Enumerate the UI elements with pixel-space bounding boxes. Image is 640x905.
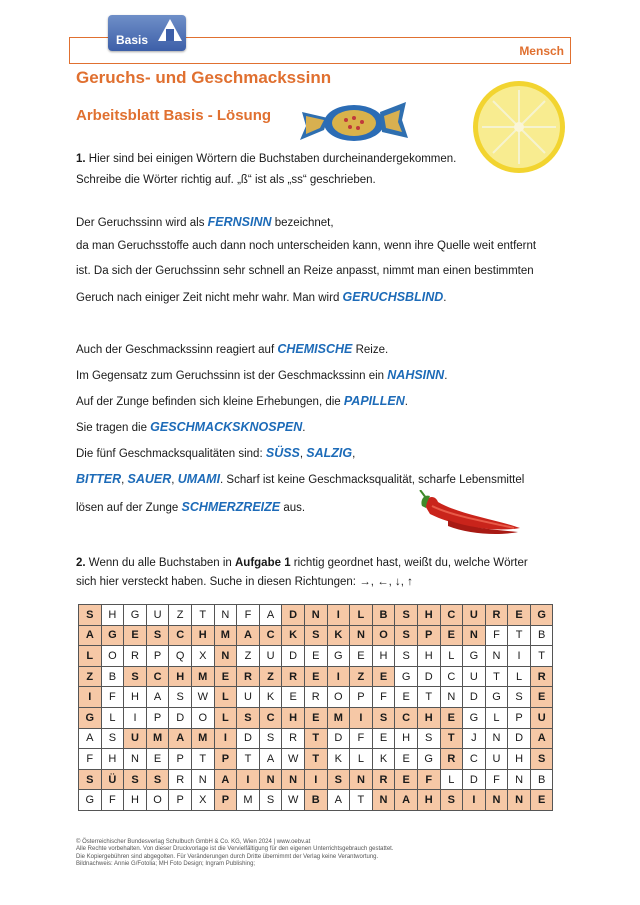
grid-cell: D — [169, 707, 192, 728]
grid-cell: T — [191, 605, 214, 626]
answer-chemische: CHEMISCHE — [277, 342, 353, 356]
grid-cell: A — [530, 728, 553, 749]
text-line-7 — [76, 394, 408, 408]
grid-cell: G — [79, 707, 102, 728]
grid-cell: N — [463, 625, 486, 646]
grid-cell: I — [214, 728, 237, 749]
grid-cell: H — [395, 728, 418, 749]
grid-cell: I — [508, 646, 531, 667]
grid-cell: B — [101, 666, 124, 687]
grid-cell: N — [485, 646, 508, 667]
grid-cell: N — [259, 769, 282, 790]
grid-cell: S — [304, 625, 327, 646]
task1-instruction-1: Hier sind bei einigen Wörtern die Buchstaben durcheinandergekommen. — [88, 153, 457, 165]
grid-cell: E — [304, 646, 327, 667]
grid-cell: G — [79, 790, 102, 811]
grid-cell: N — [191, 769, 214, 790]
grid-cell: E — [350, 646, 373, 667]
grid-cell: K — [327, 625, 350, 646]
grid-cell: G — [101, 625, 124, 646]
text-segment: . Scharf ist keine Geschmacksqualität, scharfe Lebensmittel — [220, 474, 525, 486]
grid-cell: H — [124, 790, 147, 811]
chili-image — [418, 490, 526, 536]
task1-number: 1. — [76, 153, 86, 165]
grid-cell: L — [485, 707, 508, 728]
grid-cell: O — [101, 646, 124, 667]
text-segment: Auf der Zunge befinden sich kleine Erhebungen, die — [76, 396, 344, 408]
grid-cell: Z — [169, 605, 192, 626]
grid-cell: N — [508, 790, 531, 811]
grid-cell: S — [79, 769, 102, 790]
grid-cell: C — [463, 749, 486, 770]
grid-cell: N — [350, 625, 373, 646]
grid-cell: Z — [79, 666, 102, 687]
grid-cell: U — [530, 707, 553, 728]
grid-cell: I — [463, 790, 486, 811]
grid-cell: U — [124, 728, 147, 749]
grid-cell: G — [417, 749, 440, 770]
text-line-5 — [76, 342, 388, 356]
grid-cell: D — [237, 728, 260, 749]
answer-geruchsblind: GERUCHSBLIND — [342, 290, 444, 304]
grid-cell: R — [124, 646, 147, 667]
grid-cell: S — [417, 728, 440, 749]
grid-cell: L — [79, 646, 102, 667]
basis-logo — [108, 15, 186, 51]
page-subtitle: Arbeitsblatt Basis - Lösung — [76, 107, 272, 124]
grid-cell: F — [350, 728, 373, 749]
grid-cell: K — [372, 749, 395, 770]
grid-cell: G — [530, 605, 553, 626]
grid-cell: F — [101, 687, 124, 708]
grid-cell: F — [485, 625, 508, 646]
grid-cell: S — [146, 769, 169, 790]
text-segment: Im Gegensatz zum Geruchssinn ist der Geschmackssinn ein — [76, 370, 388, 382]
grid-cell: B — [530, 769, 553, 790]
grid-cell: P — [508, 707, 531, 728]
grid-cell: H — [282, 707, 305, 728]
grid-cell: P — [169, 790, 192, 811]
grid-cell: U — [237, 687, 260, 708]
grid-cell: I — [327, 666, 350, 687]
grid-cell: L — [101, 707, 124, 728]
grid-cell: C — [440, 666, 463, 687]
grid-cell: A — [79, 728, 102, 749]
text-line-3: ist. Da sich der Geruchssinn sehr schnell an Reize anpasst, nimmt man einen bestimmten — [76, 265, 534, 277]
grid-cell: E — [530, 790, 553, 811]
task2-number: 2. — [76, 557, 86, 569]
grid-cell: U — [485, 749, 508, 770]
grid-cell: Ü — [101, 769, 124, 790]
grid-cell: F — [237, 605, 260, 626]
grid-cell: O — [372, 625, 395, 646]
grid-cell: M — [191, 666, 214, 687]
text-segment: Sie tragen die — [76, 422, 151, 434]
grid-cell: E — [440, 707, 463, 728]
grid-cell: J — [463, 728, 486, 749]
text-segment: Wenn du alle Buchstaben in — [88, 557, 235, 569]
grid-row — [79, 707, 553, 728]
grid-cell: C — [259, 625, 282, 646]
grid-cell: S — [101, 728, 124, 749]
grid-cell: F — [485, 769, 508, 790]
grid-cell: F — [417, 769, 440, 790]
grid-cell: T — [191, 749, 214, 770]
grid-cell: N — [214, 605, 237, 626]
grid-cell: K — [282, 625, 305, 646]
grid-cell: R — [485, 605, 508, 626]
grid-cell: M — [191, 728, 214, 749]
text-line-4 — [76, 290, 446, 304]
text-segment: . — [444, 370, 448, 382]
text-segment: aus. — [280, 502, 306, 514]
grid-cell: K — [327, 749, 350, 770]
grid-cell: I — [79, 687, 102, 708]
grid-cell: S — [395, 605, 418, 626]
grid-cell: O — [146, 790, 169, 811]
grid-cell: B — [530, 625, 553, 646]
grid-cell: X — [191, 646, 214, 667]
text-segment: , — [121, 474, 128, 486]
grid-cell: G — [485, 687, 508, 708]
text-segment: , — [352, 448, 356, 460]
text-line-1 — [76, 215, 334, 229]
grid-cell: W — [282, 749, 305, 770]
grid-cell: H — [417, 707, 440, 728]
grid-cell: M — [214, 625, 237, 646]
grid-cell: R — [282, 728, 305, 749]
grid-cell: S — [395, 625, 418, 646]
grid-cell: G — [463, 646, 486, 667]
grid-cell: N — [350, 769, 373, 790]
grid-cell: D — [463, 769, 486, 790]
grid-cell: I — [124, 707, 147, 728]
grid-cell: B — [372, 605, 395, 626]
grid-cell: A — [237, 625, 260, 646]
grid-cell: S — [395, 646, 418, 667]
grid-cell: N — [485, 728, 508, 749]
grid-cell: D — [282, 646, 305, 667]
grid-cell: D — [327, 728, 350, 749]
grid-cell: P — [146, 646, 169, 667]
grid-cell: P — [350, 687, 373, 708]
grid-cell: G — [124, 605, 147, 626]
page-title: Geruchs- und Geschmackssinn — [76, 68, 332, 87]
grid-cell: S — [124, 666, 147, 687]
grid-cell: E — [395, 769, 418, 790]
grid-row — [79, 728, 553, 749]
grid-cell: R — [169, 769, 192, 790]
grid-cell: G — [463, 707, 486, 728]
grid-cell: E — [214, 666, 237, 687]
grid-cell: G — [327, 646, 350, 667]
text-line-8 — [76, 420, 305, 434]
text-segment: richtig geordnet hast, weißt du, welche Wörter — [290, 557, 528, 569]
text-segment: Auch der Geschmackssinn reagiert auf — [76, 344, 278, 356]
grid-cell: S — [169, 687, 192, 708]
grid-cell: E — [372, 728, 395, 749]
text-segment: Der Geruchssinn wird als — [76, 217, 208, 229]
grid-row — [79, 666, 553, 687]
grid-cell: U — [146, 605, 169, 626]
grid-cell: S — [146, 625, 169, 646]
grid-cell: R — [530, 666, 553, 687]
grid-cell: I — [327, 605, 350, 626]
grid-cell: W — [191, 687, 214, 708]
word-search-grid — [78, 604, 553, 811]
grid-cell: R — [440, 749, 463, 770]
grid-cell: N — [440, 687, 463, 708]
grid-cell: Z — [237, 646, 260, 667]
grid-cell: M — [146, 728, 169, 749]
grid-cell: C — [440, 605, 463, 626]
grid-cell: S — [372, 707, 395, 728]
grid-cell: T — [304, 728, 327, 749]
footer-image-credits: Bildnachweis: Annie G/Fotolia; MH Foto Design; Ingram Publishing; — [76, 860, 256, 867]
answer-bitter: BITTER — [76, 472, 122, 486]
grid-cell: A — [214, 769, 237, 790]
answer-fernsinn: FERNSINN — [207, 215, 272, 229]
task1-instruction-2: Schreibe die Wörter richtig auf. „ß“ ist als „ss“ geschrieben. — [76, 174, 376, 186]
grid-cell: M — [237, 790, 260, 811]
grid-cell: N — [214, 646, 237, 667]
grid-cell: N — [282, 769, 305, 790]
grid-cell: F — [101, 790, 124, 811]
grid-cell: D — [417, 666, 440, 687]
task2-instruction-2: sich hier versteckt haben. Suche in diesen Richtungen: →, ←, ↓, ↑ — [76, 576, 413, 588]
grid-cell: T — [530, 646, 553, 667]
grid-cell: P — [417, 625, 440, 646]
grid-cell: E — [146, 749, 169, 770]
grid-cell: E — [304, 666, 327, 687]
grid-cell: D — [508, 728, 531, 749]
grid-cell: C — [146, 666, 169, 687]
grid-cell: E — [395, 749, 418, 770]
grid-cell: F — [79, 749, 102, 770]
grid-cell: T — [237, 749, 260, 770]
grid-cell: H — [372, 646, 395, 667]
grid-cell: C — [259, 707, 282, 728]
grid-row — [79, 646, 553, 667]
grid-cell: E — [395, 687, 418, 708]
grid-cell: T — [304, 749, 327, 770]
candy-image — [298, 98, 410, 148]
grid-cell: S — [124, 769, 147, 790]
footer-fees: Die Kopiergebühren sind abgegolten. Für Veränderungen durch Dritte übernimmt der Verlag keine Verantwortung. — [76, 853, 379, 860]
grid-cell: N — [124, 749, 147, 770]
grid-row — [79, 769, 553, 790]
text-segment: Geruch nach einiger Zeit nicht mehr wahr. Man wird — [76, 292, 343, 304]
grid-cell: S — [237, 707, 260, 728]
grid-cell: D — [282, 605, 305, 626]
grid-cell: R — [304, 687, 327, 708]
grid-cell: S — [327, 769, 350, 790]
grid-cell: H — [101, 605, 124, 626]
grid-cell: A — [395, 790, 418, 811]
grid-cell: A — [259, 749, 282, 770]
grid-cell: H — [191, 625, 214, 646]
grid-cell: T — [440, 728, 463, 749]
grid-cell: M — [327, 707, 350, 728]
footer-rights: Alle Rechte vorbehalten. Von dieser Druckvorlage ist die Vervielfältigung für den eigenen Unterrichtsgebrauch gestattet. — [76, 846, 394, 853]
text-segment: , — [171, 474, 178, 486]
logo-text: Basis — [116, 33, 149, 47]
grid-cell: E — [508, 605, 531, 626]
task-reference: Aufgabe 1 — [235, 557, 291, 569]
text-segment: . — [302, 422, 306, 434]
grid-cell: S — [508, 687, 531, 708]
answer-salzig: SALZIG — [306, 446, 353, 460]
grid-cell: U — [463, 666, 486, 687]
grid-cell: E — [440, 625, 463, 646]
logo-triangle-cutout — [166, 29, 174, 41]
grid-cell: E — [372, 666, 395, 687]
grid-cell: T — [417, 687, 440, 708]
grid-cell: L — [508, 666, 531, 687]
grid-cell: A — [259, 605, 282, 626]
grid-cell: L — [440, 646, 463, 667]
grid-cell: L — [214, 687, 237, 708]
grid-cell: H — [169, 666, 192, 687]
grid-row — [79, 687, 553, 708]
grid-cell: E — [124, 625, 147, 646]
grid-cell: W — [282, 790, 305, 811]
grid-cell: N — [485, 790, 508, 811]
text-line-9 — [76, 446, 355, 460]
grid-cell: P — [214, 790, 237, 811]
grid-cell: T — [350, 790, 373, 811]
grid-cell: X — [191, 790, 214, 811]
grid-cell: T — [485, 666, 508, 687]
grid-cell: A — [169, 728, 192, 749]
footer — [76, 839, 576, 868]
grid-cell: H — [101, 749, 124, 770]
text-segment: , — [299, 448, 307, 460]
grid-cell: U — [463, 605, 486, 626]
grid-cell: A — [146, 687, 169, 708]
grid-cell: I — [237, 769, 260, 790]
grid-cell: N — [304, 605, 327, 626]
grid-cell: L — [214, 707, 237, 728]
grid-cell: P — [214, 749, 237, 770]
grid-cell: I — [350, 707, 373, 728]
grid-cell: E — [282, 687, 305, 708]
grid-cell: U — [259, 646, 282, 667]
answer-geschmacksknospen: GESCHMACKSKNOSPEN — [150, 420, 303, 434]
answer-schmerzreize: SCHMERZREIZE — [181, 500, 281, 514]
grid-cell: K — [259, 687, 282, 708]
text-line-11 — [76, 500, 305, 514]
grid-cell: P — [146, 707, 169, 728]
answer-suess: SÜSS — [265, 446, 300, 460]
grid-cell: H — [508, 749, 531, 770]
grid-cell: C — [169, 625, 192, 646]
grid-cell: Z — [259, 666, 282, 687]
subject-label: Mensch — [519, 44, 564, 58]
grid-cell: C — [395, 707, 418, 728]
text-segment: Reize. — [352, 344, 389, 356]
text-line-10 — [76, 472, 524, 486]
text-segment: lösen auf der Zunge — [76, 502, 182, 514]
grid-cell: S — [79, 605, 102, 626]
answer-umami: UMAMI — [177, 472, 221, 486]
grid-cell: F — [372, 687, 395, 708]
grid-cell: A — [79, 625, 102, 646]
grid-row — [79, 605, 553, 626]
grid-cell: E — [304, 707, 327, 728]
answer-nahsinn: NAHSINN — [387, 368, 445, 382]
grid-cell: L — [350, 605, 373, 626]
grid-cell: N — [372, 790, 395, 811]
grid-cell: A — [327, 790, 350, 811]
task1-line1 — [76, 153, 456, 165]
grid-cell: S — [530, 749, 553, 770]
grid-cell: Z — [350, 666, 373, 687]
grid-cell: S — [259, 728, 282, 749]
grid-cell: P — [169, 749, 192, 770]
answer-sauer: SAUER — [127, 472, 172, 486]
grid-cell: T — [508, 625, 531, 646]
grid-cell: D — [463, 687, 486, 708]
grid-row — [79, 625, 553, 646]
grid-cell: L — [440, 769, 463, 790]
grid-cell: L — [350, 749, 373, 770]
grid-cell: S — [440, 790, 463, 811]
text-line-2: da man Geruchsstoffe auch dann noch unterscheiden kann, wenn ihre Quelle weit entfernt — [76, 240, 537, 252]
grid-cell: O — [327, 687, 350, 708]
grid-cell: E — [530, 687, 553, 708]
grid-cell: O — [191, 707, 214, 728]
text-line-6 — [76, 368, 447, 382]
grid-cell: H — [417, 646, 440, 667]
text-segment: Die fünf Geschmacksqualitäten sind: — [76, 448, 266, 460]
grid-row — [79, 749, 553, 770]
grid-cell: H — [417, 605, 440, 626]
grid-cell: G — [395, 666, 418, 687]
grid-row — [79, 790, 553, 811]
grid-cell: R — [237, 666, 260, 687]
grid-cell: B — [304, 790, 327, 811]
grid-cell: N — [508, 769, 531, 790]
grid-cell: R — [282, 666, 305, 687]
task2-line1 — [76, 557, 528, 569]
grid-cell: Q — [169, 646, 192, 667]
lemon-image — [470, 78, 568, 176]
grid-cell: R — [372, 769, 395, 790]
text-segment: bezeichnet, — [271, 217, 334, 229]
grid-cell: I — [304, 769, 327, 790]
grid-cell: H — [417, 790, 440, 811]
grid-cell: H — [124, 687, 147, 708]
answer-papillen: PAPILLEN — [343, 394, 405, 408]
text-segment: . — [404, 396, 408, 408]
text-segment: . — [443, 292, 447, 304]
grid-cell: S — [259, 790, 282, 811]
footer-copyright: © Österreichischer Bundesverlag Schulbuch GmbH & Co. KG, Wien 2024 | www.oebv.at — [76, 839, 311, 845]
